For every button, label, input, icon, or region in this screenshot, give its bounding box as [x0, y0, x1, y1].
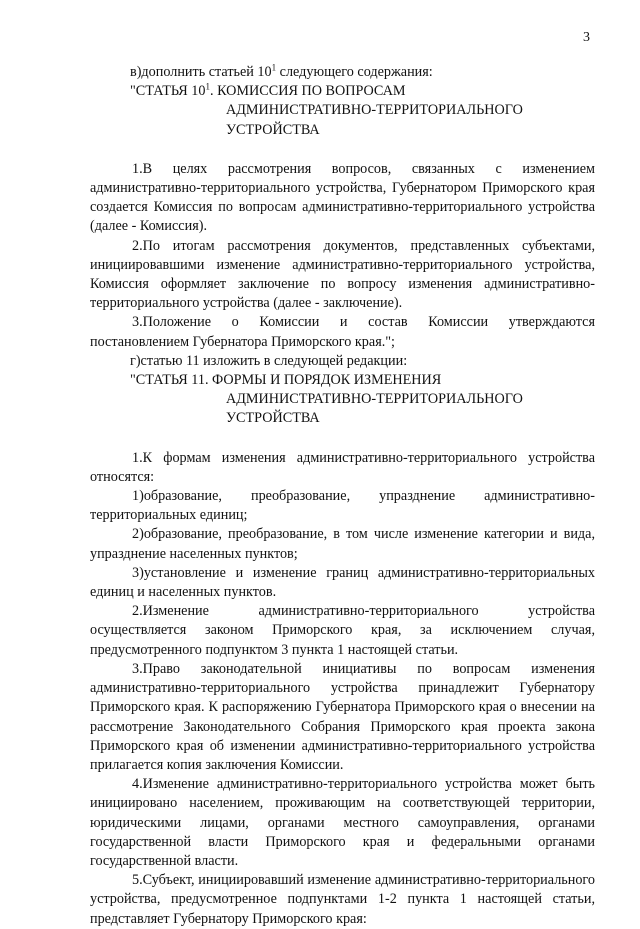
paragraph: 1.В целях рассмотрения вопросов, связанных с изменением административно-территориального устройства, Губернатором Приморского края создается Комиссия по вопросам административно-территориального устройства (далее - Комиссия).	[90, 160, 595, 235]
paragraph: 2.По итогам рассмотрения документов, представленных субъектами, инициировавшими изменение административно-территориального устройства, Комиссия оформляет заключение по вопросу изменения административно-территориального устройства (далее - заключение).	[90, 237, 595, 312]
article-11-heading: "СТАТЬЯ 11. ФОРМЫ И ПОРЯДОК ИЗМЕНЕНИЯ АДМИНИСТРАТИВНО-ТЕРРИТОРИАЛЬНОГО УСТРОЙСТВА	[130, 372, 523, 427]
paragraph: 4.Изменение административно-территориального устройства может быть инициировано населением, проживающим на соответствующей территории, юридическими лицами, органами местного самоуправления, органами государственной власти Приморского края и федеральными органами государственной власти.	[90, 776, 595, 869]
paragraph: 1)образование, преобразование, упразднение административно-территориальных единиц;	[90, 488, 595, 524]
document-body	[90, 63, 595, 929]
amendment-intro-b: в)дополнить статьей $10^1$ следующего содержания:	[130, 62, 433, 80]
paragraph: 2)образование, преобразование, в том числе изменение категории и вида, упразднение населенных пунктов;	[90, 526, 595, 562]
page-number: 3	[583, 30, 590, 45]
paragraph: 3)установление и изменение границ административно-территориальных единиц и населенных пунктов.	[90, 564, 595, 601]
paragraph: 5.Субъект, инициировавший изменение административно-территориального устройства, предусмотренное подпунктами 1-2 пункта 1 настоящей статьи, представляет Губернатору Приморского края:	[90, 872, 595, 927]
paragraph: 1.К формам изменения административно-территориального устройства относятся:	[90, 449, 595, 485]
article-10-heading: "СТАТЬЯ $10^1$. КОМИССИЯ ПО ВОПРОСАМ АДМИНИСТРАТИВНО-ТЕРРИТОРИАЛЬНОГО УСТРОЙСТВА	[130, 81, 523, 138]
paragraph: 2.Изменение административно-территориального устройства осуществляется законом Приморского края, за исключением случая, предусмотренного подпунктом 3 пункта 1 настоящей статьи.	[90, 603, 595, 658]
paragraph: 3.Положение о Комиссии и состав Комиссии утверждаются постановлением Губернатора Приморского края.";	[90, 314, 595, 350]
paragraph: 3.Право законодательной инициативы по вопросам изменения административно-территориального устройства принадлежит Губернатору Приморского края. К распоряжению Губернатора Приморского края о внесении на рассмотрение Законодательного Собрания Приморского края проекта закона Приморского края об изменении административно-территориального устройства прилагается копия заключения Комиссии.	[90, 660, 595, 773]
amendment-intro-g: г)статью 11 изложить в следующей редакции:	[130, 352, 408, 369]
